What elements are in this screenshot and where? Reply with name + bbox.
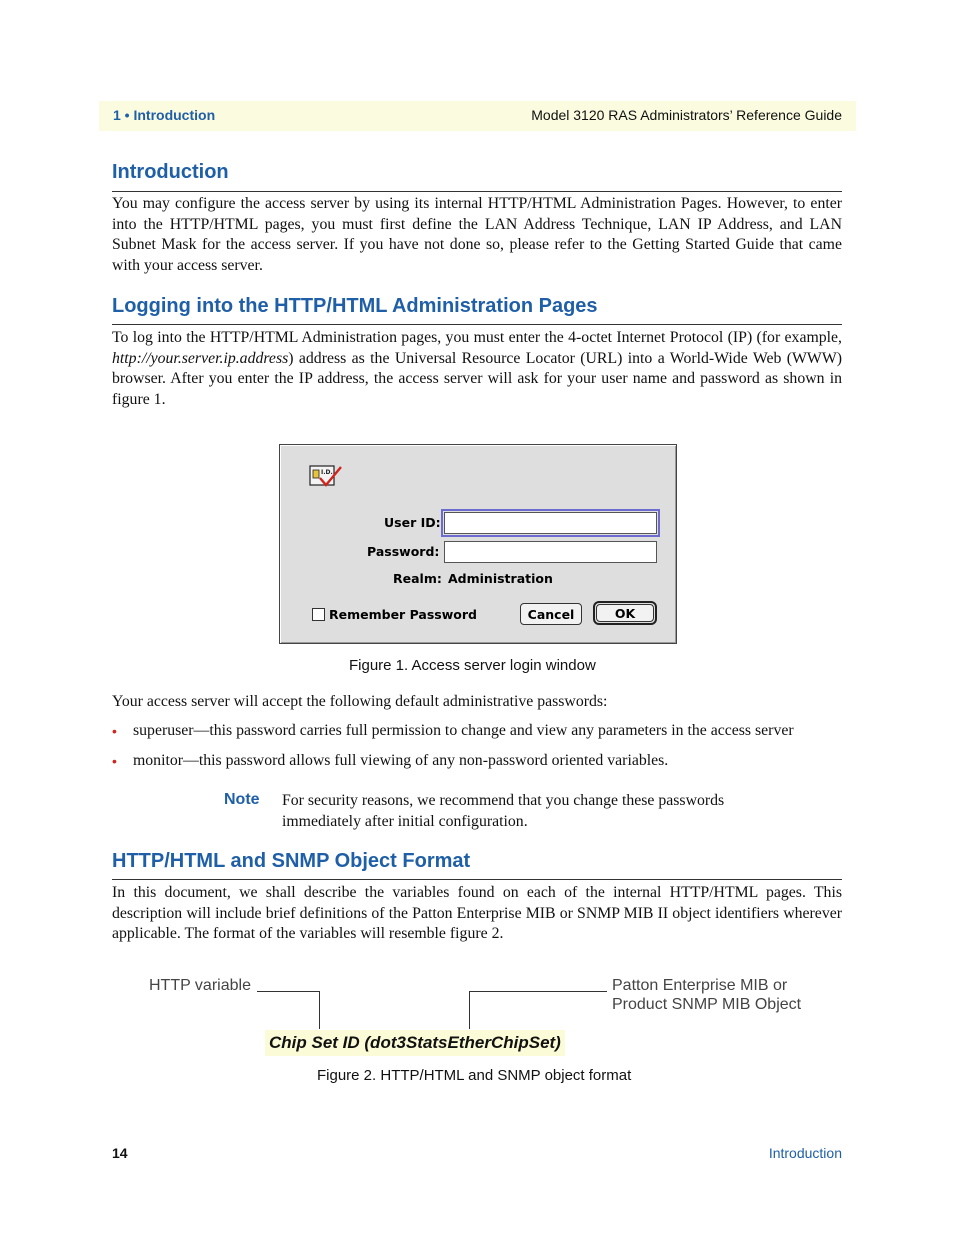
mib-label-line2: Product SNMP MIB Object xyxy=(612,996,802,1013)
example-url: http://your.server.ip.address xyxy=(112,349,289,367)
figure2-caption: Figure 2. HTTP/HTML and SNMP object format xyxy=(317,1067,632,1084)
remember-password-label[interactable]: Remember Password xyxy=(329,607,477,622)
bullet-marker: • xyxy=(112,753,117,769)
mib-label-line1: Patton Enterprise MIB or xyxy=(612,977,788,994)
bullet-text: superuser—this password carries full permission to change and view any parameters in the access server xyxy=(133,722,794,739)
login-paragraph xyxy=(112,328,842,410)
user-id-input[interactable] xyxy=(444,512,657,534)
section-title-format: HTTP/HTML and SNMP Object Format xyxy=(112,850,471,872)
page-number: 14 xyxy=(112,1145,128,1161)
connector-line xyxy=(469,991,607,992)
realm-label: Realm: xyxy=(393,571,442,586)
header-chapter: 1 • Introduction xyxy=(113,107,216,123)
intro-paragraph: You may configure the access server by using its internal HTTP/HTML Administration Pages. However, to enter into the HTTP/HTML pages, you must first define the LAN Address Technique, LAN IP Address, and LAN Subnet Mask for the access server. If you have not done so, please refer to the Getting Started Guide that came with your access server. xyxy=(112,195,842,274)
bullet-marker: • xyxy=(112,723,117,739)
id-card-check-icon xyxy=(309,464,343,488)
section-title-introduction: Introduction xyxy=(112,161,229,183)
bullet-text: monitor—this password allows full viewing of any non-password oriented variables. xyxy=(133,752,669,769)
figure1-caption: Figure 1. Access server login window xyxy=(349,657,596,674)
svg-text:I.D.: I.D. xyxy=(321,469,333,476)
footer-section: Introduction xyxy=(768,1145,842,1161)
login-text-pre: To log into the HTTP/HTML Administration pages, you must enter the 4-octet Internet Protocol (IP) (for example, xyxy=(112,329,842,346)
connector-line xyxy=(469,991,470,1029)
mib-object-label xyxy=(612,976,801,1014)
section-rule xyxy=(112,324,842,325)
http-variable-label: HTTP variable xyxy=(149,977,251,994)
section-title-logging: Logging into the HTTP/HTML Administration Pages xyxy=(112,295,598,317)
login-dialog xyxy=(279,444,677,644)
password-input[interactable] xyxy=(444,541,657,563)
user-id-label: User ID: xyxy=(384,515,441,530)
cancel-button[interactable]: Cancel xyxy=(520,603,582,625)
connector-line xyxy=(257,991,320,992)
remember-password-checkbox[interactable] xyxy=(312,608,325,621)
ok-button[interactable]: OK xyxy=(596,604,654,622)
section-rule xyxy=(112,191,842,192)
realm-value: Administration xyxy=(448,571,553,586)
password-label: Password: xyxy=(367,544,440,559)
connector-line xyxy=(319,991,320,1029)
note-text: For security reasons, we recommend that you change these passwords immediately after initial configuration. xyxy=(282,792,725,830)
login-text-post: ) address as the Universal Resource Locator (URL) into a World-Wide Web (WWW) browser. After you enter the IP address, the access server will ask for your user name and password as shown in figure 1. xyxy=(112,349,842,408)
passwords-intro: Your access server will accept the following default administrative passwords: xyxy=(112,693,608,710)
section-rule xyxy=(112,879,842,880)
note-label: Note xyxy=(224,791,260,808)
header-guide-title: Model 3120 RAS Administrators’ Reference Guide xyxy=(531,107,842,123)
example-variable: Chip Set ID (dot3StatsEtherChipSet) xyxy=(265,1030,565,1056)
format-paragraph: In this document, we shall describe the variables found on each of the internal HTTP/HTML pages. This description will include brief definitions of the Patton Enterprise MIB or SNMP MIB II object identifiers wherever applicable. The format of the variables will resemble figure 2. xyxy=(112,884,842,943)
